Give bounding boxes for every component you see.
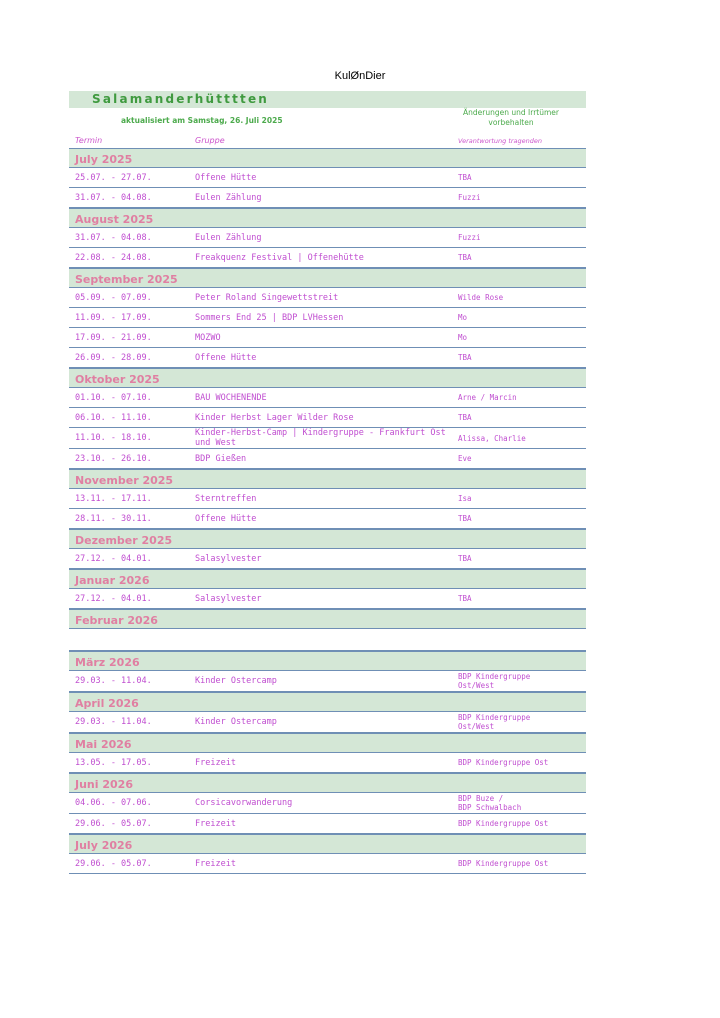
table-row xyxy=(69,228,586,248)
row-group: BDP Gießen xyxy=(195,453,247,464)
row-responsible: Wilde Rose xyxy=(458,293,504,302)
table-row xyxy=(69,589,586,609)
row-responsible: TBA xyxy=(458,353,472,362)
row-date: 06.10. - 11.10. xyxy=(75,412,152,423)
row-group: Eulen Zählung xyxy=(195,232,262,243)
row-group: Offene Hütte xyxy=(195,172,257,183)
month-header: Juni 2026 xyxy=(69,773,586,793)
row-responsible: BDP Kindergruppe Ost xyxy=(458,859,549,868)
row-date: 27.12. - 04.01. xyxy=(75,593,152,604)
month-header: Dezember 2025 xyxy=(69,529,586,549)
row-group xyxy=(195,629,450,650)
row-group: Eulen Zählung xyxy=(195,192,262,203)
table-row xyxy=(69,854,586,874)
row-group: Corsicavorwanderung xyxy=(195,798,293,808)
sheet-banner: Salamanderhütttten xyxy=(69,91,586,108)
row-responsible: TBA xyxy=(458,413,472,422)
row-responsible: Eve xyxy=(458,454,472,463)
column-header-responsible: Verantwortung tragenden xyxy=(458,137,543,145)
row-responsible: TBA xyxy=(458,554,472,563)
table-row xyxy=(69,629,586,651)
row-date: 25.07. - 27.07. xyxy=(75,172,152,183)
table-row xyxy=(69,671,586,692)
table-row xyxy=(69,549,586,569)
table-row xyxy=(69,288,586,308)
table-row xyxy=(69,814,586,834)
row-date: 13.11. - 17.11. xyxy=(75,493,152,504)
row-group: Sommers End 25 | BDP LVHessen xyxy=(195,312,344,323)
row-responsible: Arne / Marcin xyxy=(458,393,517,402)
table-row xyxy=(69,793,586,814)
row-responsible: BDP Buze / BDP Schwalbach xyxy=(458,794,522,812)
row-responsible: Fuzzi xyxy=(458,193,481,202)
month-header: November 2025 xyxy=(69,469,586,489)
row-responsible xyxy=(458,629,583,650)
month-header: September 2025 xyxy=(69,268,586,288)
row-date: 17.09. - 21.09. xyxy=(75,332,152,343)
row-responsible: TBA xyxy=(458,514,472,523)
table-row xyxy=(69,753,586,773)
row-group: Peter Roland Singewettstreit xyxy=(195,292,339,303)
month-header: August 2025 xyxy=(69,208,586,228)
row-responsible: BDP Kindergruppe Ost xyxy=(458,819,549,828)
row-date: 29.06. - 05.07. xyxy=(75,858,152,869)
page-title: KulØnDier xyxy=(334,70,386,82)
row-group: Offene Hütte xyxy=(195,513,257,524)
row-responsible: TBA xyxy=(458,253,472,262)
table-row xyxy=(69,168,586,188)
row-date: 23.10. - 26.10. xyxy=(75,453,152,464)
table-row xyxy=(69,328,586,348)
row-responsible: BDP Kindergruppe Ost xyxy=(458,758,549,767)
month-header: März 2026 xyxy=(69,651,586,671)
row-date: 29.03. - 11.04. xyxy=(75,717,152,727)
row-date: 11.10. - 18.10. xyxy=(75,433,152,443)
row-date: 05.09. - 07.09. xyxy=(75,292,152,303)
row-date: 11.09. - 17.09. xyxy=(75,312,152,323)
month-header: July 2025 xyxy=(69,148,586,168)
row-group: Salasylvester xyxy=(195,593,262,604)
row-responsible: Mo xyxy=(458,333,468,342)
month-header: July 2026 xyxy=(69,834,586,854)
table-row xyxy=(69,408,586,428)
row-date: 28.11. - 30.11. xyxy=(75,513,152,524)
row-date: 29.06. - 05.07. xyxy=(75,818,152,829)
table-row xyxy=(69,348,586,368)
table-row xyxy=(69,188,586,208)
column-header-date: Termin xyxy=(75,136,103,145)
row-date: 31.07. - 04.08. xyxy=(75,192,152,203)
table-row xyxy=(69,248,586,268)
disclaimer-note: Änderungen und Irrtümer vorbehalten xyxy=(463,108,559,127)
row-group: Offene Hütte xyxy=(195,352,257,363)
row-group: Sterntreffen xyxy=(195,493,257,504)
updated-date: aktualisiert am Samstag, 26. Juli 2025 xyxy=(121,116,283,125)
sheet-meta xyxy=(69,108,586,148)
row-responsible: BDP Kindergruppe Ost/West xyxy=(458,672,531,690)
row-group: Freizeit xyxy=(195,858,236,869)
row-date: 27.12. - 04.01. xyxy=(75,553,152,564)
column-header-group: Gruppe xyxy=(195,136,225,145)
row-responsible: BDP Kindergruppe Ost/West xyxy=(458,713,531,731)
row-group: Kinder-Herbst-Camp | Kindergruppe - Frankfurt Ost und West xyxy=(195,428,446,448)
table-row xyxy=(69,428,586,449)
row-date: 26.09. - 28.09. xyxy=(75,352,152,363)
table-row xyxy=(69,449,586,469)
row-group: Kinder Herbst Lager Wilder Rose xyxy=(195,412,354,423)
row-group: Salasylvester xyxy=(195,553,262,564)
row-group: MOZWO xyxy=(195,332,221,343)
month-header: Mai 2026 xyxy=(69,733,586,753)
row-responsible: Alissa, Charlie xyxy=(458,433,526,443)
row-date: 31.07. - 04.08. xyxy=(75,232,152,243)
row-date: 13.05. - 17.05. xyxy=(75,757,152,768)
table-row xyxy=(69,712,586,733)
row-date: 29.03. - 11.04. xyxy=(75,676,152,686)
row-group: Kinder Ostercamp xyxy=(195,676,277,686)
table-row xyxy=(69,489,586,509)
month-header: April 2026 xyxy=(69,692,586,712)
month-header: Januar 2026 xyxy=(69,569,586,589)
month-list xyxy=(69,148,586,874)
row-group: BAU WOCHENENDE xyxy=(195,392,267,403)
table-row xyxy=(69,308,586,328)
table-row xyxy=(69,388,586,408)
row-date: 22.08. - 24.08. xyxy=(75,252,152,263)
row-responsible: TBA xyxy=(458,173,472,182)
row-responsible: Fuzzi xyxy=(458,233,481,242)
month-header: Oktober 2025 xyxy=(69,368,586,388)
row-group: Freakquenz Festival | Offenehütte xyxy=(195,252,364,263)
month-header: Februar 2026 xyxy=(69,609,586,629)
row-date: 04.06. - 07.06. xyxy=(75,798,152,808)
row-responsible: Isa xyxy=(458,494,472,503)
row-group: Freizeit xyxy=(195,757,236,768)
row-date: 01.10. - 07.10. xyxy=(75,392,152,403)
schedule-sheet xyxy=(69,91,586,874)
row-group: Kinder Ostercamp xyxy=(195,717,277,727)
table-row xyxy=(69,509,586,529)
row-responsible: TBA xyxy=(458,594,472,603)
row-group: Freizeit xyxy=(195,818,236,829)
row-responsible: Mo xyxy=(458,313,468,322)
